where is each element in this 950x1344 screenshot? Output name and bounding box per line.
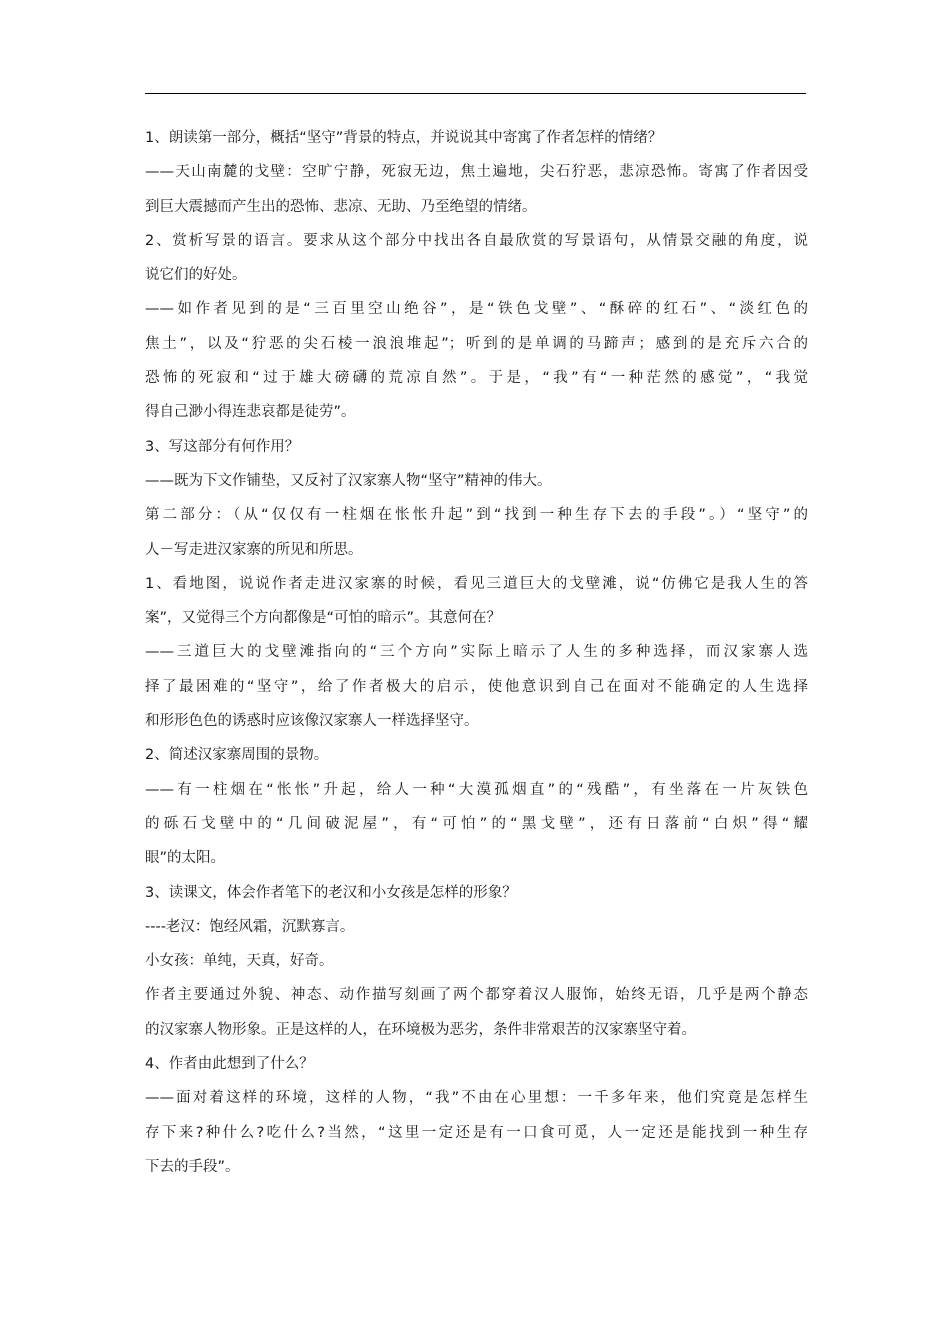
answer-2-2-line-1: ——有一柱烟在“怅怅”升起，给人一种“大漠孤烟直”的“残酷”，有坐落在一片灰铁色 [145,781,808,798]
answer-2-4-line-2: 存下来?种什么?吃什么?当然，“这里一定还是有一口食可觅，人一定还是能找到一种生存 [145,1124,808,1141]
question-2-1-line-2: 案”，又觉得三个方向都像是“可怕的暗示”。其意何在？ [145,610,502,627]
answer-1-2-line-4: 得自己渺小得连悲哀都是徒劳”。 [145,404,356,421]
answer-2-3-summary-line-1: 作者主要通过外貌、神态、动作描写刻画了两个都穿着汉人服饰，始终无语，几乎是两个静态 [145,987,808,1004]
answer-2-2-line-2: 的砾石戈壁中的“几间破泥屋”，有“可怕”的“黑戈壁”，还有日落前“白炽”得“耀 [145,815,808,832]
answer-2-1-line-1: ——三道巨大的戈壁滩指向的“三个方向”实际上暗示了人生的多种选择，而汉家寨人选 [145,644,808,661]
section-2-heading-line-2: 人－写走进汉家寨的所见和所思。 [145,541,363,558]
question-1-1: 1、朗读第一部分，概括“坚守”背景的特点，并说说其中寄寓了作者怎样的情绪？ [145,130,663,146]
question-2-1-line-1: 1、看地图，说说作者走进汉家寨的时候，看见三道巨大的戈壁滩，说“仿佛它是我人生的答 [145,575,808,592]
question-1-2-line-1: 2、赏析写景的语言。要求从这个部分中找出各自最欣赏的写景语句，从情景交融的角度，说 [145,232,808,249]
document-body [145,121,808,1184]
answer-1-2-line-3: 恐怖的死寂和“过于雄大磅礴的荒凉自然”。于是，“我”有“一种茫然的感觉”，“我觉 [145,370,808,387]
question-2-2: 2、简述汉家寨周围的景物。 [145,747,329,764]
answer-1-1-line-2: 到巨大震撼而产生出的恐怖、悲凉、无助、乃至绝望的情绪。 [145,198,537,215]
answer-1-3: ——既为下文作铺垫，又反衬了汉家寨人物“坚守”精神的伟大。 [145,472,552,489]
answer-2-3-summary-line-2: 的汉家寨人物形象。正是这样的人，在环境极为恶劣，条件非常艰苦的汉家寨坚守着。 [145,1021,696,1038]
answer-2-1-line-2: 择了最困难的“坚守”，给了作者极大的启示，使他意识到自己在面对不能确定的人生选择 [145,678,808,695]
answer-1-2-line-1: ——如作者见到的是“三百里空山绝谷”，是“铁色戈壁”、“酥碎的红石”、“淡红色的 [145,301,808,318]
question-2-3: 3、读课文，体会作者笔下的老汉和小女孩是怎样的形象？ [145,884,517,901]
question-2-4: 4、作者由此想到了什么？ [145,1056,314,1073]
answer-2-4-line-1: ——面对着这样的环境，这样的人物，“我”不由在心里想：一千多年来，他们究竟是怎样生 [145,1090,808,1107]
answer-2-1-line-3: 和形形色色的诱惑时应该像汉家寨人一样选择坚守。 [145,713,479,730]
question-1-2-line-2: 说它们的好处。 [145,267,247,284]
answer-1-1-line-1: ——天山南麓的戈壁：空旷宁静，死寂无边，焦土遍地，尖石狞恶，悲凉恐怖。寄寓了作者因受 [145,164,808,181]
answer-1-2-line-2: 焦土”，以及“狞恶的尖石棱一浪浪堆起”；听到的是单调的马蹄声；感到的是充斥六合的 [145,335,808,352]
answer-2-3-girl: 小女孩：单纯，天真，好奇。 [145,953,334,970]
question-1-3: 3、写这部分有何作用？ [145,438,300,455]
answer-2-2-line-3: 眼”的太阳。 [145,850,226,867]
section-2-heading-line-1: 第二部分：（从“仅仅有一柱烟在怅怅升起”到“找到一种生存下去的手段”。）“坚守”的 [145,507,808,524]
answer-2-4-line-3: 下去的手段”。 [145,1158,240,1175]
answer-2-3-old-man: ----老汉：饱经风霜，沉默寡言。 [145,918,355,935]
header-rule [145,93,806,94]
